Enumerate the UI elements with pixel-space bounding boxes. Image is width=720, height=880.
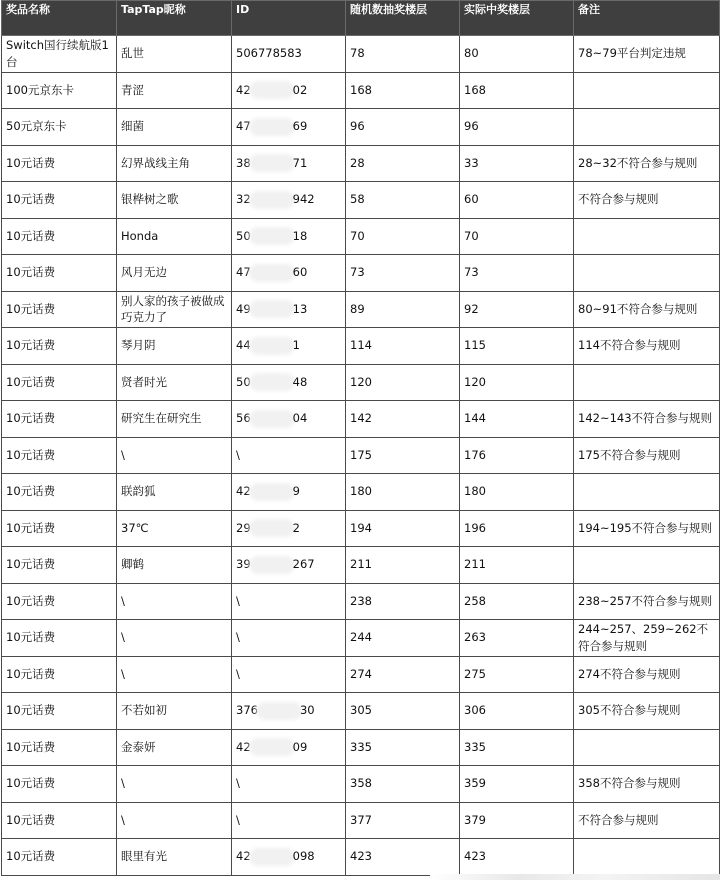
id-visible-end: 02	[292, 82, 308, 97]
masked-id	[236, 447, 240, 464]
id-cell	[232, 36, 346, 73]
random-floor-cell: 96	[346, 109, 460, 146]
random-floor-cell: 358	[346, 766, 460, 803]
random-floor-cell: 335	[346, 729, 460, 766]
note-cell: 不符合参与规则	[574, 802, 720, 839]
note-cell	[574, 839, 720, 876]
id-visible-end: 30	[299, 703, 315, 718]
table-row	[2, 291, 720, 328]
note-cell	[574, 364, 720, 401]
id-redaction-blur	[252, 851, 292, 863]
id-cell	[232, 109, 346, 146]
table-row	[2, 437, 720, 474]
note-cell: 175不符合参与规则	[574, 437, 720, 474]
prize-cell: 10元话费	[2, 291, 117, 328]
id-visible-start: 29	[236, 520, 251, 535]
actual-floor-cell: 275	[460, 656, 574, 693]
id-visible-start: 50	[236, 374, 251, 389]
header-row	[2, 1, 720, 36]
id-redaction-blur	[252, 522, 292, 534]
random-floor-cell: 28	[346, 145, 460, 182]
id-redaction-blur	[252, 157, 292, 169]
id-visible-start: 47	[236, 119, 251, 134]
random-floor-cell: 244	[346, 620, 460, 657]
random-floor-cell: 142	[346, 401, 460, 438]
nickname-cell: 联韵狐	[117, 474, 232, 511]
note-cell	[574, 218, 720, 255]
masked-id	[236, 812, 240, 829]
actual-floor-cell: 115	[460, 328, 574, 365]
masked-id	[236, 118, 307, 135]
nickname-cell: 金泰妍	[117, 729, 232, 766]
masked-id	[236, 556, 315, 573]
id-cell	[232, 182, 346, 219]
id-visible-start: 42	[236, 82, 251, 97]
id-visible-end: 2	[292, 520, 300, 535]
nickname-cell: \	[117, 583, 232, 620]
random-floor-cell: 194	[346, 510, 460, 547]
prize-cell: 10元话费	[2, 401, 117, 438]
table-row	[2, 510, 720, 547]
prize-cell: 10元话费	[2, 620, 117, 657]
random-floor-cell: 114	[346, 328, 460, 365]
nickname-cell: 乱世	[117, 36, 232, 73]
random-floor-cell: 180	[346, 474, 460, 511]
prize-cell: Switch国行续航版1台	[2, 36, 117, 73]
masked-id	[236, 155, 307, 172]
id-visible-start: \	[236, 812, 240, 827]
id-visible-start: 42	[236, 739, 251, 754]
actual-floor-cell: 168	[460, 72, 574, 109]
id-redaction-blur	[252, 84, 292, 96]
masked-id	[236, 775, 240, 792]
table-row	[2, 583, 720, 620]
id-visible-end: 942	[292, 192, 315, 207]
actual-floor-cell: 176	[460, 437, 574, 474]
note-cell	[574, 547, 720, 584]
actual-floor-cell: 211	[460, 547, 574, 584]
actual-floor-cell: 96	[460, 109, 574, 146]
note-cell: 194~195不符合参与规则	[574, 510, 720, 547]
id-cell	[232, 547, 346, 584]
random-floor-cell: 423	[346, 839, 460, 876]
actual-floor-cell: 60	[460, 182, 574, 219]
note-cell	[574, 72, 720, 109]
id-cell	[232, 583, 346, 620]
id-cell	[232, 364, 346, 401]
header-actual-floor: 实际中奖楼层	[460, 1, 574, 36]
id-redaction-blur	[252, 267, 292, 279]
actual-floor-cell: 80	[460, 36, 574, 73]
id-cell	[232, 656, 346, 693]
prize-cell: 10元话费	[2, 364, 117, 401]
random-floor-cell: 377	[346, 802, 460, 839]
table-row	[2, 182, 720, 219]
actual-floor-cell: 70	[460, 218, 574, 255]
table-header	[2, 1, 720, 36]
actual-floor-cell: 144	[460, 401, 574, 438]
nickname-cell: 研究生在研究生	[117, 401, 232, 438]
nickname-cell: 眼里有光	[117, 839, 232, 876]
note-cell: 114不符合参与规则	[574, 328, 720, 365]
id-visible-start: \	[236, 593, 240, 608]
id-cell	[232, 620, 346, 657]
table-row	[2, 693, 720, 730]
actual-floor-cell: 73	[460, 255, 574, 292]
id-cell	[232, 693, 346, 730]
id-visible-start: \	[236, 776, 240, 791]
random-floor-cell: 70	[346, 218, 460, 255]
nickname-cell: 风月无边	[117, 255, 232, 292]
id-visible-end: 18	[292, 228, 308, 243]
nickname-cell: 幻界战线主角	[117, 145, 232, 182]
note-cell: 358不符合参与规则	[574, 766, 720, 803]
id-cell	[232, 474, 346, 511]
random-floor-cell: 211	[346, 547, 460, 584]
random-floor-cell: 168	[346, 72, 460, 109]
id-redaction-blur	[252, 121, 292, 133]
masked-id	[236, 483, 300, 500]
nickname-cell: \	[117, 766, 232, 803]
header-nickname: TapTap昵称	[117, 1, 232, 36]
random-floor-cell: 305	[346, 693, 460, 730]
id-redaction-blur	[252, 340, 292, 352]
note-cell: 142~143不符合参与规则	[574, 401, 720, 438]
table-row	[2, 802, 720, 839]
id-visible-start: 49	[236, 301, 251, 316]
id-visible-end: 13	[292, 301, 308, 316]
id-visible-end: 60	[292, 265, 308, 280]
id-redaction-blur	[259, 705, 299, 717]
id-visible-start: 50	[236, 228, 251, 243]
header-id: ID	[232, 1, 346, 36]
actual-floor-cell: 379	[460, 802, 574, 839]
table-row	[2, 547, 720, 584]
nickname-cell: 银桦树之歌	[117, 182, 232, 219]
note-cell: 28~32不符合参与规则	[574, 145, 720, 182]
header-note: 备注	[574, 1, 720, 36]
note-cell	[574, 474, 720, 511]
id-cell	[232, 510, 346, 547]
id-visible-start: 32	[236, 192, 251, 207]
actual-floor-cell: 258	[460, 583, 574, 620]
note-cell: 238~257不符合参与规则	[574, 583, 720, 620]
id-cell	[232, 218, 346, 255]
id-visible-start: 42	[236, 849, 251, 864]
id-visible-start: 47	[236, 265, 251, 280]
note-cell: 不符合参与规则	[574, 182, 720, 219]
prize-cell: 10元话费	[2, 474, 117, 511]
actual-floor-cell: 335	[460, 729, 574, 766]
table-row	[2, 401, 720, 438]
table-row	[2, 474, 720, 511]
id-visible-end: 098	[292, 849, 315, 864]
masked-id	[236, 666, 240, 683]
prize-cell: 10元话费	[2, 802, 117, 839]
masked-id	[236, 410, 307, 427]
id-visible-start: 42	[236, 484, 251, 499]
id-visible-start: 44	[236, 338, 251, 353]
id-cell	[232, 839, 346, 876]
random-floor-cell: 274	[346, 656, 460, 693]
id-cell	[232, 255, 346, 292]
id-redaction-blur	[252, 741, 292, 753]
id-cell	[232, 328, 346, 365]
prize-cell: 10元话费	[2, 766, 117, 803]
note-cell	[574, 109, 720, 146]
random-floor-cell: 238	[346, 583, 460, 620]
prize-cell: 10元话费	[2, 182, 117, 219]
id-cell	[232, 729, 346, 766]
prize-cell: 10元话费	[2, 145, 117, 182]
note-cell: 80~91不符合参与规则	[574, 291, 720, 328]
id-visible-end: 71	[292, 155, 308, 170]
masked-id	[236, 739, 307, 756]
nickname-cell: 贤者时光	[117, 364, 232, 401]
table-row	[2, 620, 720, 657]
id-redaction-blur	[252, 376, 292, 388]
table-row	[2, 766, 720, 803]
nickname-cell: 青涩	[117, 72, 232, 109]
id-redaction-blur	[252, 194, 292, 206]
random-floor-cell: 58	[346, 182, 460, 219]
masked-id	[236, 228, 307, 245]
nickname-cell: 琴月阴	[117, 328, 232, 365]
id-redaction-blur	[252, 230, 292, 242]
nickname-cell: \	[117, 656, 232, 693]
nickname-cell: 别人家的孩子被做成巧克力了	[117, 291, 232, 328]
table-row	[2, 218, 720, 255]
prize-cell: 10元话费	[2, 547, 117, 584]
nickname-cell: Honda	[117, 218, 232, 255]
note-cell: 78~79平台判定违规	[574, 36, 720, 73]
nickname-cell: \	[117, 620, 232, 657]
note-cell	[574, 729, 720, 766]
nickname-cell: 不若如初	[117, 693, 232, 730]
nickname-cell: \	[117, 802, 232, 839]
id-visible-end: 04	[292, 411, 308, 426]
table-row	[2, 255, 720, 292]
table-row	[2, 36, 720, 73]
note-cell	[574, 255, 720, 292]
id-visible-end: 48	[292, 374, 308, 389]
id-visible-end: 9	[292, 484, 300, 499]
nickname-cell: 37℃	[117, 510, 232, 547]
table-row	[2, 364, 720, 401]
actual-floor-cell: 92	[460, 291, 574, 328]
actual-floor-cell: 120	[460, 364, 574, 401]
blurred-footer-strip	[430, 874, 720, 880]
masked-id	[236, 374, 307, 391]
table-row	[2, 328, 720, 365]
prize-cell: 10元话费	[2, 510, 117, 547]
id-cell	[232, 437, 346, 474]
prize-cell: 10元话费	[2, 328, 117, 365]
prize-cell: 10元话费	[2, 583, 117, 620]
masked-id	[236, 593, 240, 610]
masked-id	[236, 702, 315, 719]
nickname-cell: \	[117, 437, 232, 474]
masked-id	[236, 629, 240, 646]
id-redaction-blur	[252, 486, 292, 498]
nickname-cell: 卿鹤	[117, 547, 232, 584]
prize-cell: 10元话费	[2, 729, 117, 766]
id-redaction-blur	[252, 413, 292, 425]
id-cell	[232, 72, 346, 109]
actual-floor-cell: 423	[460, 839, 574, 876]
table-row	[2, 145, 720, 182]
header-random-floor: 随机数抽奖楼层	[346, 1, 460, 36]
masked-id	[236, 191, 315, 208]
masked-id	[236, 520, 300, 537]
header-prize: 奖品名称	[2, 1, 117, 36]
prize-cell: 10元话费	[2, 839, 117, 876]
table-body	[2, 36, 720, 876]
random-floor-cell: 120	[346, 364, 460, 401]
prize-cell: 50元京东卡	[2, 109, 117, 146]
id-cell	[232, 145, 346, 182]
prize-cell: 10元话费	[2, 437, 117, 474]
id-visible-start: 39	[236, 557, 251, 572]
id-visible-end: 09	[292, 739, 308, 754]
id-visible-end: 69	[292, 119, 308, 134]
actual-floor-cell: 196	[460, 510, 574, 547]
table-row	[2, 839, 720, 876]
id-cell	[232, 766, 346, 803]
masked-id	[236, 45, 302, 62]
masked-id	[236, 82, 307, 99]
random-floor-cell: 89	[346, 291, 460, 328]
prize-cell: 10元话费	[2, 218, 117, 255]
table-row	[2, 72, 720, 109]
nickname-cell: 细菌	[117, 109, 232, 146]
masked-id	[236, 848, 315, 865]
prize-cell: 100元京东卡	[2, 72, 117, 109]
id-visible-start: 506778583	[236, 46, 302, 61]
id-visible-end: 1	[292, 338, 300, 353]
table-row	[2, 656, 720, 693]
random-floor-cell: 78	[346, 36, 460, 73]
masked-id	[236, 264, 307, 281]
prize-cell: 10元话费	[2, 656, 117, 693]
id-cell	[232, 291, 346, 328]
table-row	[2, 729, 720, 766]
prize-cell: 10元话费	[2, 693, 117, 730]
winner-table	[1, 0, 720, 876]
note-cell: 305不符合参与规则	[574, 693, 720, 730]
id-visible-start: \	[236, 447, 240, 462]
id-visible-start: \	[236, 630, 240, 645]
table-row	[2, 109, 720, 146]
actual-floor-cell: 263	[460, 620, 574, 657]
id-redaction-blur	[252, 559, 292, 571]
masked-id	[236, 337, 300, 354]
id-visible-end: 267	[292, 557, 315, 572]
actual-floor-cell: 180	[460, 474, 574, 511]
actual-floor-cell: 33	[460, 145, 574, 182]
prize-cell: 10元话费	[2, 255, 117, 292]
id-visible-start: 38	[236, 155, 251, 170]
actual-floor-cell: 359	[460, 766, 574, 803]
id-visible-start: 376	[236, 703, 258, 718]
id-visible-start: \	[236, 666, 240, 681]
id-cell	[232, 802, 346, 839]
note-cell: 244~257、259~262不符合参与规则	[574, 620, 720, 657]
actual-floor-cell: 306	[460, 693, 574, 730]
masked-id	[236, 301, 307, 318]
id-visible-start: 56	[236, 411, 251, 426]
note-cell: 274不符合参与规则	[574, 656, 720, 693]
random-floor-cell: 175	[346, 437, 460, 474]
id-cell	[232, 401, 346, 438]
id-redaction-blur	[252, 303, 292, 315]
random-floor-cell: 73	[346, 255, 460, 292]
